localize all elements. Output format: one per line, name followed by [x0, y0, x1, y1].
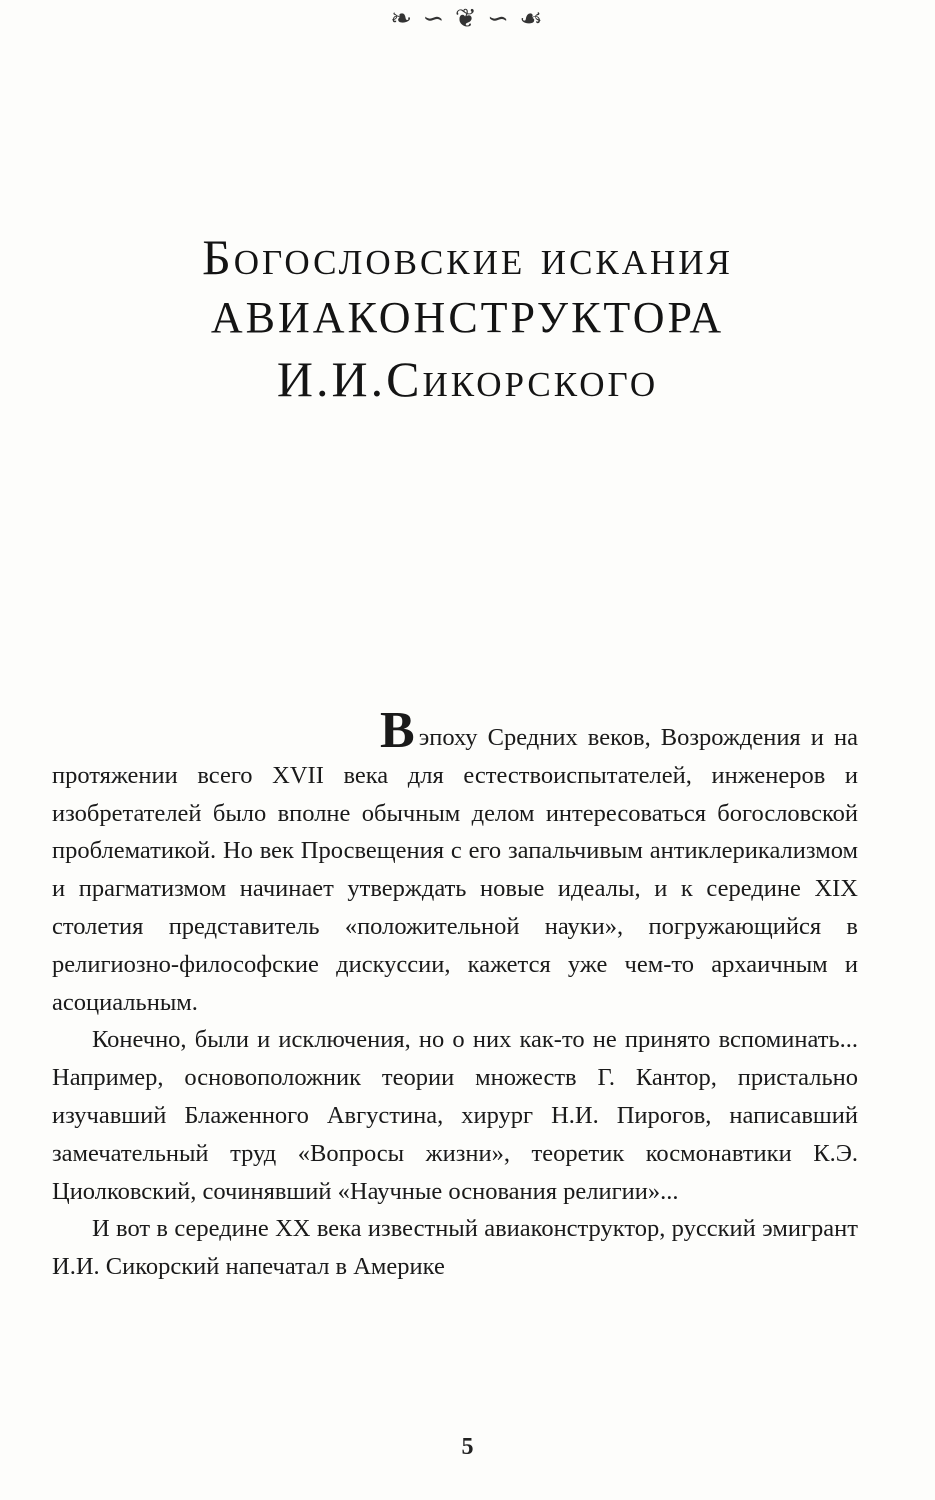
title-line-1: Богословские искания — [202, 229, 733, 285]
paragraph-3: И вот в середине XX века известный авиаконструктор, русский эмигрант И.И. Сикорский напечатал в Америке — [52, 1215, 858, 1281]
drop-cap: В — [380, 702, 415, 759]
paragraph-1 — [52, 702, 858, 1021]
title-line-2: АВИАКОНСТРУКТОРА — [210, 293, 725, 342]
title-line-3: И.И.Сикорского — [276, 351, 659, 407]
ornament-header: ❧ ∽ ❦ ∽ ☙ — [390, 4, 545, 33]
body-text — [52, 702, 858, 1286]
paragraph-1-text: эпоху Средних веков, Возрождения и на протяжении всего XVII века для естествоиспытателей, инженеров и изобретателей было вполне обычным делом интересоваться богословской проблематикой. Но век Просвещения с его запальчивым антиклерикализмом и прагматизмом начинает утверждать новые идеалы, и к середине XIX столетия представитель «положительной науки», погружающийся в религиозно-философские дискуссии, кажется уже чем-то архаичным и асоциальным. — [52, 724, 858, 1016]
paragraph-2: Конечно, были и исключения, но о них как-то не принято вспоминать... Например, основоположник теории множеств Г. Кантор, пристально изучавший Блаженного Августина, хирург Н.И. Пирогов, написавший замечательный труд «Вопросы жизни», теоретик космонавтики К.Э. Циолковский, сочинявший «Научные основания религии»... — [52, 1026, 858, 1205]
chapter-title — [0, 228, 935, 410]
show-through-background — [40, 130, 860, 167]
page-number: 5 — [461, 1434, 474, 1460]
